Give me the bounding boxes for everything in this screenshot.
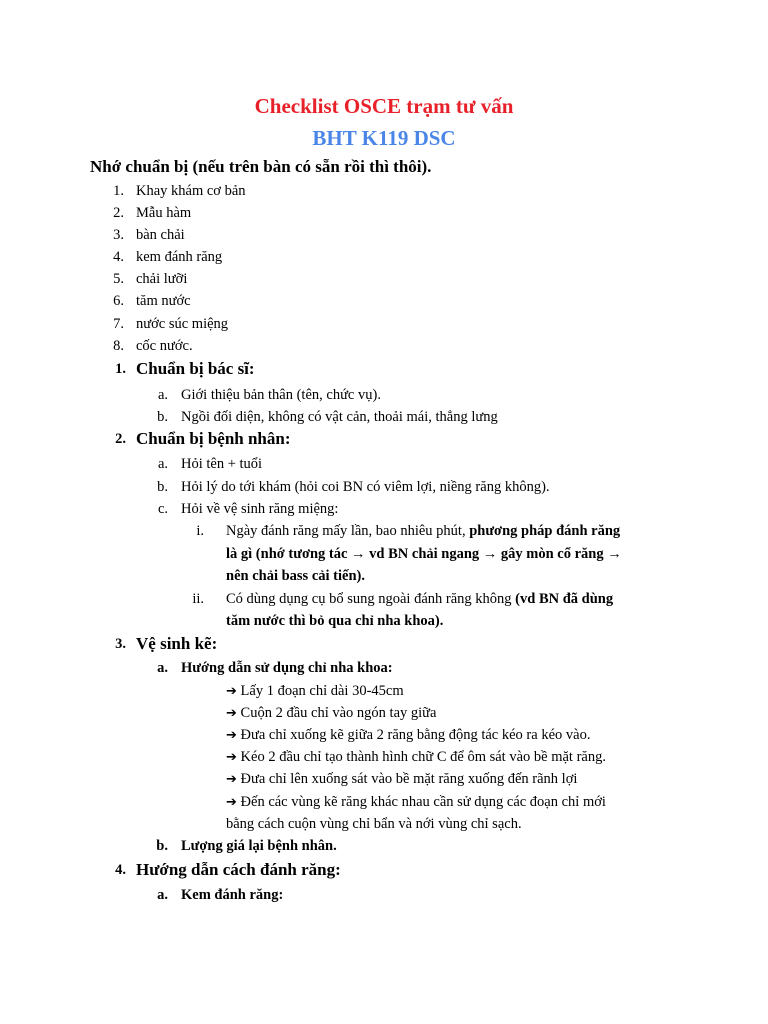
section-number: 4. <box>115 862 126 878</box>
step-text: Cuộn 2 đầu chỉ vào ngón tay giữa <box>240 705 437 721</box>
subsection-heading: Hướng dẫn sử dụng chỉ nha khoa: <box>181 660 393 676</box>
list-item: kem đánh răng <box>136 249 223 265</box>
list-number: 5. <box>113 271 124 287</box>
list-number: 1. <box>113 183 124 199</box>
step-item <box>226 682 404 701</box>
list-number: 4. <box>113 249 124 265</box>
list-roman: ii. <box>192 591 204 607</box>
item-text-bold: tăm nước thì bỏ qua chỉ nha khoa). <box>226 613 444 629</box>
list-item <box>226 590 613 608</box>
section-number: 1. <box>115 361 126 377</box>
arrow-icon: ➔ <box>226 684 237 699</box>
arrow-icon: ➔ <box>226 750 237 765</box>
list-item: Hỏi tên + tuổi <box>181 456 263 472</box>
section-heading: Chuẩn bị bệnh nhân: <box>136 429 291 448</box>
list-letter: a. <box>157 387 168 403</box>
list-item: Khay khám cơ bản <box>136 183 246 199</box>
list-item: Hỏi lý do tới khám (hỏi coi BN có viêm lợi, niềng răng không). <box>181 479 550 495</box>
list-item: tăm nước <box>136 293 191 309</box>
subsection-heading: Kem đánh răng: <box>181 887 284 903</box>
item-text-bold: nên chải bass cải tiến). <box>226 568 365 584</box>
step-item <box>226 770 577 789</box>
item-text-bold: phương pháp đánh răng <box>469 523 621 539</box>
list-item: chải lưỡi <box>136 271 188 287</box>
list-number: 2. <box>113 205 124 221</box>
list-number: 7. <box>113 316 124 332</box>
section-heading: Vệ sinh kẽ: <box>136 634 218 653</box>
item-text-bold: là gì (nhớ tương tác → vd BN chải ngang → gây mòn cổ răng → <box>226 546 622 562</box>
section-heading: Chuẩn bị bác sĩ: <box>136 359 255 378</box>
list-item: bàn chải <box>136 227 185 243</box>
document-subtitle: BHT K119 DSC <box>312 126 456 150</box>
list-item: Mẫu hàm <box>136 205 192 221</box>
list-letter: a. <box>157 660 168 676</box>
arrow-icon: ➔ <box>226 706 237 721</box>
list-item: cốc nước. <box>136 338 193 354</box>
list-letter: b. <box>157 479 168 495</box>
list-number: 6. <box>113 293 124 309</box>
list-item <box>226 522 620 540</box>
list-item: Ngồi đối diện, không có vật cản, thoải mái, thẳng lưng <box>181 409 498 425</box>
list-letter: b. <box>157 409 168 425</box>
document-title: Checklist OSCE trạm tư vấn <box>254 94 514 118</box>
arrow-icon: ➔ <box>226 795 237 810</box>
section-number: 3. <box>115 636 126 652</box>
item-text: Có dùng dụng cụ bổ sung ngoài đánh răng không <box>226 591 516 607</box>
item-text-bold: (vd BN đã dùng <box>515 591 614 607</box>
step-text: Lấy 1 đoạn chỉ dài 30-45cm <box>240 683 404 699</box>
step-item <box>226 726 590 745</box>
step-item <box>226 793 606 812</box>
step-text: bằng cách cuộn vùng chỉ bẩn và nới vùng chỉ sạch. <box>226 816 522 832</box>
list-letter: a. <box>157 456 168 472</box>
step-text: Đưa chỉ xuống kẽ giữa 2 răng bằng động tác kéo ra kéo vào. <box>240 727 591 743</box>
arrow-icon: ➔ <box>226 772 237 787</box>
list-roman: i. <box>196 523 204 539</box>
list-letter: b. <box>156 838 168 854</box>
list-item: Giới thiệu bản thân (tên, chức vụ). <box>181 387 381 403</box>
item-text: Ngày đánh răng mấy lần, bao nhiêu phút, <box>226 523 470 539</box>
section-heading: Hướng dẫn cách đánh răng: <box>136 860 341 879</box>
step-text: Đến các vùng kẽ răng khác nhau cần sử dụng các đoạn chỉ mới <box>240 794 606 810</box>
list-item: nước súc miệng <box>136 316 229 332</box>
step-item <box>226 748 606 767</box>
prepare-heading: Nhớ chuẩn bị (nếu trên bàn có sẵn rồi thì thôi). <box>90 157 432 176</box>
list-number: 3. <box>113 227 124 243</box>
step-text: Kéo 2 đầu chỉ tạo thành hình chữ C để ôm sát vào bề mặt răng. <box>240 749 606 765</box>
list-letter: a. <box>157 887 168 903</box>
step-text: Đưa chỉ lên xuống sát vào bề mặt răng xuống đến rãnh lợi <box>240 771 578 787</box>
list-item: Hỏi về vệ sinh răng miệng: <box>181 501 339 517</box>
list-item: Lượng giá lại bệnh nhân. <box>181 838 337 854</box>
list-letter: c. <box>157 501 168 517</box>
step-item <box>226 704 436 723</box>
list-number: 8. <box>113 338 124 354</box>
arrow-icon: ➔ <box>226 728 237 743</box>
section-number: 2. <box>115 431 126 447</box>
